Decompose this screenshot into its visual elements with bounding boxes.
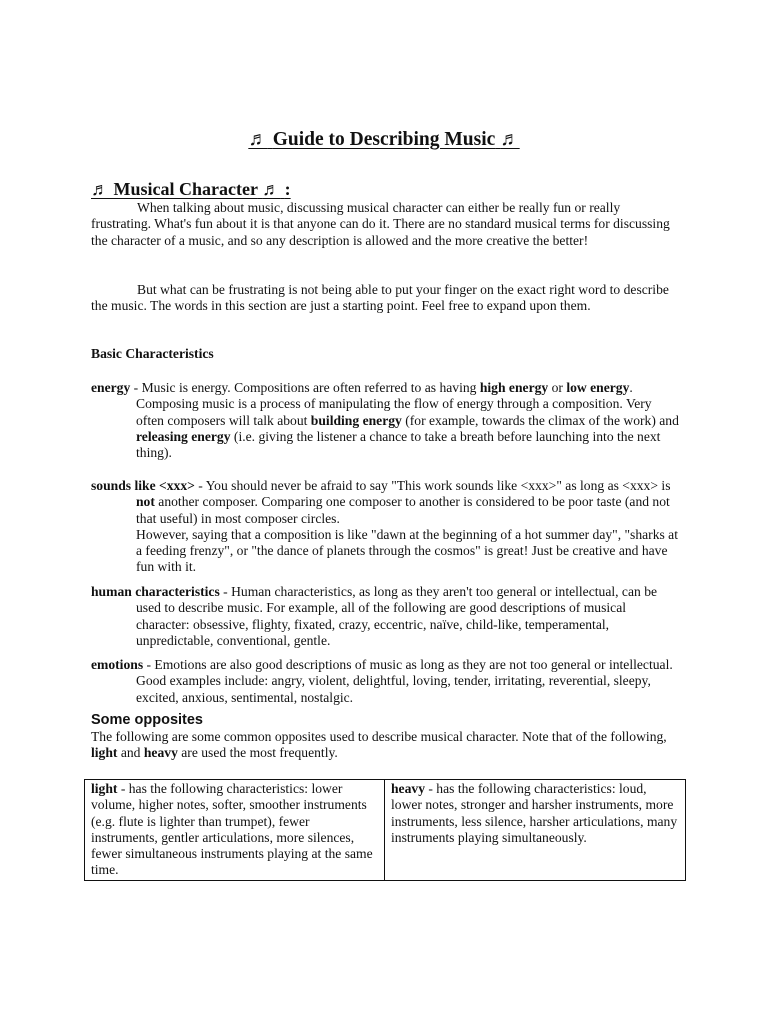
- table-cell-light: light - has the following characteristics: lower volume, higher notes, softer, smoother instruments (e.g. flute is lighter than trumpet), fewer instruments, gentler articulations, more silences, fewer simultaneous instruments playing at the same time.: [85, 780, 385, 881]
- intro-paragraph-2: But what can be frustrating is not being able to put your finger on the exact right word to describe the music. The words in this section are just a starting point. Feel free to expand upon them.: [91, 282, 669, 314]
- music-note-icon: ♬: [262, 179, 281, 199]
- section-heading-text: Musical Character: [113, 179, 258, 199]
- term-emotions: emotions: [91, 657, 144, 672]
- music-note-icon: ♬: [500, 129, 520, 150]
- definition-emotions: emotions - Emotions are also good descriptions of music as long as they are not too general or intellectual. Good examples include: angry, violent, delightful, loving, tender, irritating, reverential, sleepy, excited, anxious, sentimental, nostalgic.: [91, 657, 673, 705]
- table-row: [85, 780, 686, 881]
- music-note-icon: ♬: [91, 179, 109, 199]
- opposites-table: [84, 779, 686, 881]
- page-title: [0, 128, 768, 152]
- opposites-intro: The following are some common opposites used to describe musical character. Note that of the following, light and heavy are used the most frequently.: [91, 729, 667, 761]
- definition-energy: energy - Music is energy. Compositions are often referred to as having high energy or low energy. Composing music is a process of manipulating the flow of energy through a composition. Very often composers will talk about building energy (for example, towards the climax of the work) and releasing energy (i.e. giving the listener a chance to take a breath before launching into the next thing).: [91, 380, 679, 461]
- section-heading-suffix: :: [284, 179, 291, 199]
- basic-characteristics-heading: Basic Characteristics: [91, 346, 214, 361]
- page-title-text: Guide to Describing Music: [272, 129, 496, 150]
- term-energy: energy: [91, 380, 131, 395]
- section-heading: [91, 177, 291, 201]
- music-note-icon: ♬: [248, 129, 268, 150]
- intro-paragraph-1: When talking about music, discussing musical character can either be really fun or really frustrating. What's fun about it is that anyone can do it. There are no standard musical terms for discussing the character of a music, and so any description is allowed and the more creative the better!: [91, 200, 670, 248]
- definition-human-characteristics: human characteristics - Human characteristics, as long as they aren't too general or intellectual, can be used to describe music. For example, all of the following are good descriptions of musical character: obsessive, flighty, fixated, crazy, eccentric, naïve, child-like, temperamental, unpredictable, conventional, gentle.: [91, 584, 658, 648]
- term-sounds-like: sounds like <xxx>: [91, 478, 195, 493]
- definition-sounds-like: sounds like <xxx> - You should never be afraid to say "This work sounds like <xxx>" as long as <xxx> is not another composer. Comparing one composer to another is considered to be poor taste (and not that useful) in most composer circles. However, saying that a composition is like "dawn at the beginning of a hot summer day", "sharks at a feeding frenzy", or "the dance of planets through the cosmos" is great! Just be creative and have fun with it.: [91, 478, 678, 575]
- opposites-heading: Some opposites: [91, 712, 203, 728]
- term-human-characteristics: human characteristics: [91, 584, 220, 599]
- table-cell-heavy: heavy - has the following characteristics: loud, lower notes, stronger and harsher instruments, more instruments, less silence, harsher articulations, many instruments playing simultaneously.: [385, 780, 686, 881]
